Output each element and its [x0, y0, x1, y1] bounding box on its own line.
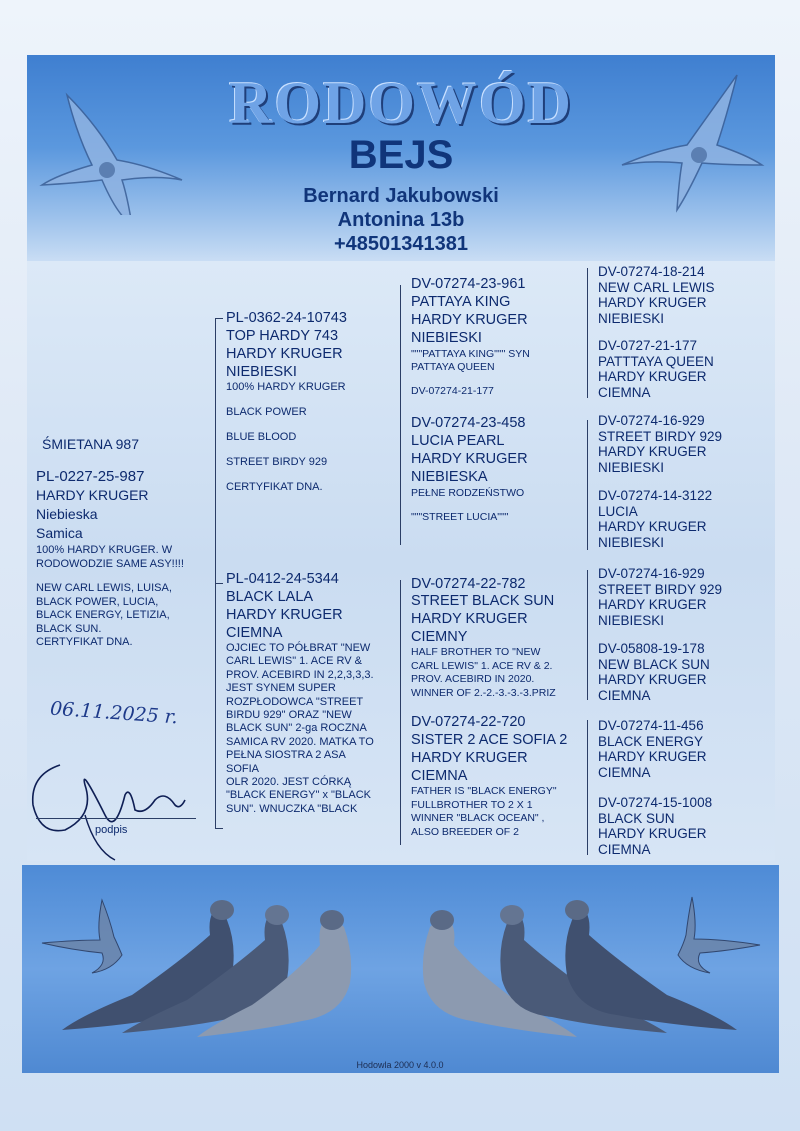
note-line: "BLACK ENERGY" x "BLACK — [226, 789, 371, 802]
note-line: PROV. ACEBIRD IN 2,2,3,3,3. — [226, 668, 374, 681]
loft-name: BEJS — [348, 133, 454, 177]
note-line: ALSO BREEDER OF 2 — [411, 825, 519, 838]
fm-ring: DV-07274-23-458 — [411, 415, 526, 431]
note-line: SAMICA RV 2020. MATKA TO — [226, 735, 374, 748]
great-grandparent-entry — [598, 566, 722, 628]
note-line: BLUE BLOOD — [226, 431, 297, 443]
owner-address: Antonina 13b — [337, 209, 465, 231]
mother-breed: HARDY KRUGER — [226, 607, 343, 623]
mf-breed: HARDY KRUGER — [411, 611, 528, 627]
gg-breed: HARDY KRUGER — [598, 369, 707, 384]
note-line: DV-07274-21-177 — [411, 384, 494, 397]
note-line: PEŁNA SIOSTRA 2 ASA — [226, 749, 346, 762]
signature-line — [36, 818, 196, 819]
owner-phone: +48501341381 — [333, 233, 469, 255]
great-grandparent-entry — [598, 795, 712, 857]
gg-color: NIEBIESKI — [598, 612, 665, 628]
note-line: BLACK POWER — [226, 406, 307, 418]
bracket-gen3-3 — [587, 570, 588, 700]
bracket-tick — [215, 318, 223, 319]
ff-ring: DV-07274-23-961 — [411, 276, 526, 292]
gg-color: NIEBIESKI — [598, 310, 665, 326]
subject-color: Niebieska — [36, 506, 98, 522]
note-line: BLACK SUN. — [36, 622, 102, 635]
note-line: STREET BIRDY 929 — [226, 456, 328, 468]
mm-breed: HARDY KRUGER — [411, 750, 528, 766]
gg-color: CIEMNA — [598, 384, 651, 400]
flying-pigeon-small-right — [678, 897, 760, 973]
great-grandparent-entry — [598, 718, 707, 780]
note-line — [226, 419, 346, 430]
subject-breed: HARDY KRUGER — [36, 487, 149, 503]
bracket-gen2-top — [400, 285, 401, 545]
note-line: PATTAYA QUEEN — [411, 361, 495, 373]
note-line — [36, 571, 184, 582]
mf-color: CIEMNY — [411, 629, 468, 645]
flying-pigeon-left-image — [37, 75, 187, 215]
note-line: CERTYFIKAT DNA. — [226, 481, 323, 493]
mm-color: CIEMNA — [411, 768, 468, 784]
note-line: CARL LEWIS" 1. ACE RV & 2. — [411, 659, 553, 672]
note-line: BLACK ENERGY, LETIZIA, — [36, 609, 170, 621]
gg-name: BLACK SUN — [598, 810, 675, 826]
father-notes — [226, 380, 346, 494]
gg-color: NIEBIESKI — [598, 534, 665, 550]
ff-notes — [411, 348, 530, 398]
note-line: BLACK SUN" 2-ga ROCZNA — [226, 722, 367, 735]
fm-breed: HARDY KRUGER — [411, 451, 528, 467]
gg-breed: HARDY KRUGER — [598, 295, 707, 310]
great-grandparent-entry — [598, 264, 715, 326]
gg-breed: HARDY KRUGER — [598, 519, 707, 534]
fm-color: NIEBIESKA — [411, 469, 488, 485]
gg-name: STREET BIRDY 929 — [598, 581, 723, 597]
note-line: NEW CARL LEWIS, LUISA, — [36, 582, 172, 594]
subject-ring: PL-0227-25-987 — [36, 468, 145, 485]
gg-name: PATTTAYA QUEEN — [598, 353, 714, 369]
bracket-gen1 — [215, 318, 216, 828]
gg-color: CIEMNA — [598, 687, 651, 703]
father-ring: PL-0362-24-10743 — [226, 310, 347, 326]
note-line: FATHER IS "BLACK ENERGY" — [411, 785, 557, 797]
mother-name: BLACK LALA — [226, 589, 314, 605]
gg-name: NEW CARL LEWIS — [598, 279, 715, 295]
mother-notes — [226, 642, 374, 816]
ff-color: NIEBIESKI — [411, 330, 482, 346]
note-line: HALF BROTHER TO "NEW — [411, 646, 541, 658]
father-name: TOP HARDY 743 — [226, 328, 339, 344]
handwritten-date: 06.11.2025 r. — [49, 697, 179, 729]
gg-ring: DV-05808-19-178 — [598, 641, 705, 656]
gg-ring: DV-07274-18-214 — [598, 264, 705, 279]
bracket-gen3-4 — [587, 720, 588, 855]
subject-sex: Samica — [36, 525, 83, 541]
note-line: JEST SYNEM SUPER — [226, 682, 336, 695]
note-line — [226, 444, 346, 455]
note-line: """STREET LUCIA""" — [411, 510, 509, 523]
great-grandparent-entry — [598, 488, 712, 550]
bracket-gen3-2 — [587, 420, 588, 550]
signature-label: podpis — [95, 824, 128, 836]
note-line: PEŁNE RODZEŃSTWO — [411, 487, 525, 499]
gg-name: BLACK ENERGY — [598, 733, 704, 749]
mm-notes — [411, 785, 557, 839]
mm-ring: DV-07274-22-720 — [411, 714, 526, 730]
note-line: """PATTAYA KING""" SYN — [411, 348, 530, 360]
note-line — [411, 374, 530, 385]
header-banner — [27, 55, 775, 261]
flying-pigeon-small-left — [42, 900, 122, 973]
note-line — [226, 469, 346, 480]
bracket-gen3-1 — [587, 268, 588, 398]
note-line: FULLBROTHER TO 2 X 1 — [411, 798, 533, 811]
footer-note: Hodowla 2000 v 4.0.0 — [356, 1060, 444, 1070]
gg-breed: HARDY KRUGER — [598, 597, 707, 612]
note-line — [226, 394, 346, 405]
gg-ring: DV-07274-16-929 — [598, 566, 705, 581]
gg-breed: HARDY KRUGER — [598, 749, 707, 764]
gg-ring: DV-07274-15-1008 — [598, 795, 713, 810]
note-line: 100% HARDY KRUGER. W — [36, 544, 173, 556]
father-color: NIEBIESKI — [226, 364, 297, 380]
mf-notes — [411, 646, 556, 700]
gg-ring: DV-0727-21-177 — [598, 338, 698, 353]
mother-ring: PL-0412-24-5344 — [226, 571, 339, 587]
subject-nickname: ŚMIETANA 987 — [42, 436, 140, 452]
note-line: PROV. ACEBIRD IN 2020. — [411, 673, 535, 685]
great-grandparent-entry — [598, 338, 714, 400]
gg-ring: DV-07274-16-929 — [598, 413, 705, 428]
note-line: RODOWODZIE SAME ASY!!!! — [36, 557, 184, 570]
note-line: WINNER OF 2.-2.-3.-3.-3.PRIZ — [411, 686, 556, 699]
fm-name: LUCIA PEARL — [411, 433, 505, 449]
bracket-tick — [215, 583, 223, 584]
gg-breed: HARDY KRUGER — [598, 444, 707, 459]
mf-name: STREET BLACK SUN — [411, 593, 555, 609]
gg-breed: HARDY KRUGER — [598, 826, 707, 841]
note-line: 100% HARDY KRUGER — [226, 381, 346, 393]
signature-image — [25, 755, 205, 865]
note-line: OJCIEC TO PÓŁBRAT "NEW — [226, 642, 371, 654]
note-line: CERTYFIKAT DNA. — [36, 636, 133, 648]
note-line: SOFIA — [226, 762, 260, 775]
note-line: SUN". WNUCZKA "BLACK — [226, 802, 358, 815]
gg-name: NEW BLACK SUN — [598, 656, 710, 672]
gg-breed: HARDY KRUGER — [598, 672, 707, 687]
page-title: RODOWÓD — [229, 70, 573, 136]
great-grandparent-entry — [598, 641, 710, 703]
note-line — [411, 500, 524, 511]
bracket-tick — [215, 828, 223, 829]
gg-name: LUCIA — [598, 503, 638, 519]
footer-banner — [22, 865, 779, 1073]
ff-breed: HARDY KRUGER — [411, 312, 528, 328]
gg-color: CIEMNA — [598, 764, 651, 780]
note-line: OLR 2020. JEST CÓRKĄ — [226, 776, 352, 789]
gg-ring: DV-07274-11-456 — [598, 718, 704, 733]
pigeons-image — [22, 865, 779, 1073]
subject-notes — [36, 544, 184, 650]
note-line: CARL LEWIS" 1. ACE RV & — [226, 655, 362, 668]
gg-name: STREET BIRDY 929 — [598, 428, 723, 444]
note-line: BLACK POWER, LUCIA, — [36, 595, 159, 608]
owner-name: Bernard Jakubowski — [303, 185, 499, 207]
great-grandparent-entry — [598, 413, 722, 475]
father-breed: HARDY KRUGER — [226, 346, 343, 362]
mother-color: CIEMNA — [226, 625, 283, 641]
gg-color: NIEBIESKI — [598, 459, 665, 475]
mf-ring: DV-07274-22-782 — [411, 576, 526, 592]
flying-pigeon-right-image — [617, 65, 767, 215]
gg-ring: DV-07274-14-3122 — [598, 488, 713, 503]
note-line: BIRDU 929" ORAZ "NEW — [226, 709, 352, 722]
ff-name: PATTAYA KING — [411, 294, 511, 310]
bracket-gen2-bottom — [400, 580, 401, 845]
fm-notes — [411, 487, 524, 524]
note-line: WINNER "BLACK OCEAN" , — [411, 812, 545, 824]
gg-color: CIEMNA — [598, 841, 651, 857]
note-line: ROZPŁODOWCA "STREET — [226, 695, 364, 708]
mm-name: SISTER 2 ACE SOFIA 2 — [411, 732, 568, 748]
